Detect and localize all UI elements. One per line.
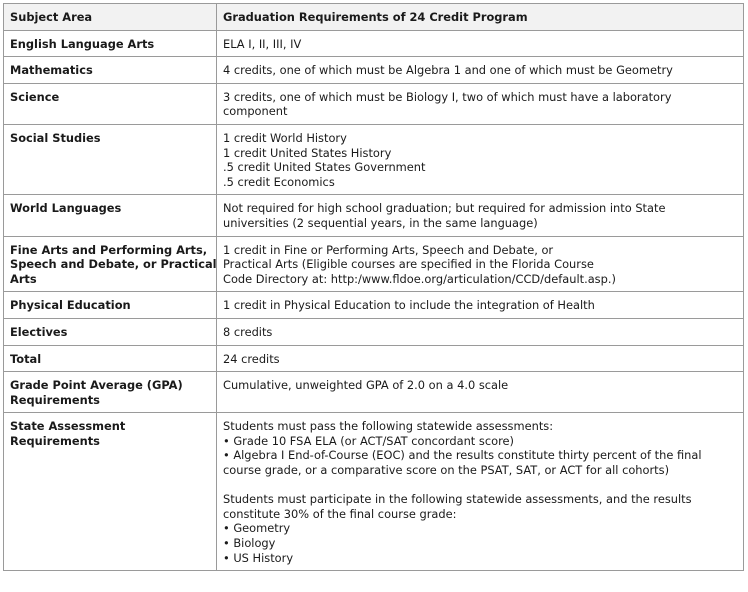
list-item: • Geometry bbox=[223, 521, 737, 536]
subject-cell: English Language Arts bbox=[4, 30, 217, 57]
subject-cell: Social Studies bbox=[4, 124, 217, 194]
requirement-cell: 1 credit in Physical Education to include the integration of Health bbox=[217, 292, 744, 319]
table-row bbox=[4, 318, 744, 345]
table-header-row bbox=[4, 4, 744, 31]
subject-cell: Physical Education bbox=[4, 292, 217, 319]
requirement-cell: 8 credits bbox=[217, 318, 744, 345]
subject-cell: Mathematics bbox=[4, 57, 217, 84]
table-row bbox=[4, 124, 744, 194]
requirement-cell: 3 credits, one of which must be Biology I, two of which must have a laboratory component bbox=[217, 83, 744, 124]
subject-cell: Electives bbox=[4, 318, 217, 345]
requirement-cell: Cumulative, unweighted GPA of 2.0 on a 4.0 scale bbox=[217, 372, 744, 413]
requirement-cell: Not required for high school graduation; but required for admission into State universities (2 sequential years, in the same language) bbox=[217, 195, 744, 236]
subject-cell: Science bbox=[4, 83, 217, 124]
subject-cell: Grade Point Average (GPA) Requirements bbox=[4, 372, 217, 413]
paragraph-gap bbox=[223, 478, 737, 493]
requirement-cell: 1 credit in Fine or Performing Arts, Speech and Debate, or Practical Arts (Eligible courses are specified in the Florida Course Code Directory at: http:/www.fldoe.org/articulation/CCD/default.asp.) bbox=[217, 236, 744, 292]
requirement-cell: ELA I, II, III, IV bbox=[217, 30, 744, 57]
header-subject-area: Subject Area bbox=[4, 4, 217, 31]
table-row bbox=[4, 57, 744, 84]
graduation-requirements-table bbox=[3, 3, 744, 571]
table-row bbox=[4, 195, 744, 236]
list-item: • Algebra I End-of-Course (EOC) and the results constitute thirty percent of the final bbox=[223, 448, 737, 463]
requirement-cell: 1 credit World History 1 credit United States History .5 credit United States Government .5 credit Economics bbox=[217, 124, 744, 194]
requirement-cell: 24 credits bbox=[217, 345, 744, 372]
table-row bbox=[4, 372, 744, 413]
header-graduation-requirements: Graduation Requirements of 24 Credit Program bbox=[217, 4, 744, 31]
requirement-cell: Students must pass the following statewide assessments: • Grade 10 FSA ELA (or ACT/SAT concordant score) • Algebra I End-of-Course (EOC) and the results constitute thirty percent of the final course grade, or a comparative score on the PSAT, SAT, or ACT for all cohorts) Students must participate in the following statewide assessments, and the results constitute 30% of the final course grade: • Geometry • Biology • US History bbox=[217, 413, 744, 571]
table-row bbox=[4, 236, 744, 292]
table-row bbox=[4, 413, 744, 571]
requirement-cell: 4 credits, one of which must be Algebra 1 and one of which must be Geometry bbox=[217, 57, 744, 84]
subject-cell: Fine Arts and Performing Arts, Speech and Debate, or Practical Arts bbox=[4, 236, 217, 292]
table-row bbox=[4, 83, 744, 124]
subject-cell: State Assessment Requirements bbox=[4, 413, 217, 571]
table-row bbox=[4, 30, 744, 57]
subject-cell: World Languages bbox=[4, 195, 217, 236]
list-item: • Grade 10 FSA ELA (or ACT/SAT concordant score) bbox=[223, 434, 737, 449]
list-item: • Biology bbox=[223, 536, 737, 551]
list-item: • US History bbox=[223, 551, 737, 566]
table-row bbox=[4, 292, 744, 319]
subject-cell: Total bbox=[4, 345, 217, 372]
table-row bbox=[4, 345, 744, 372]
